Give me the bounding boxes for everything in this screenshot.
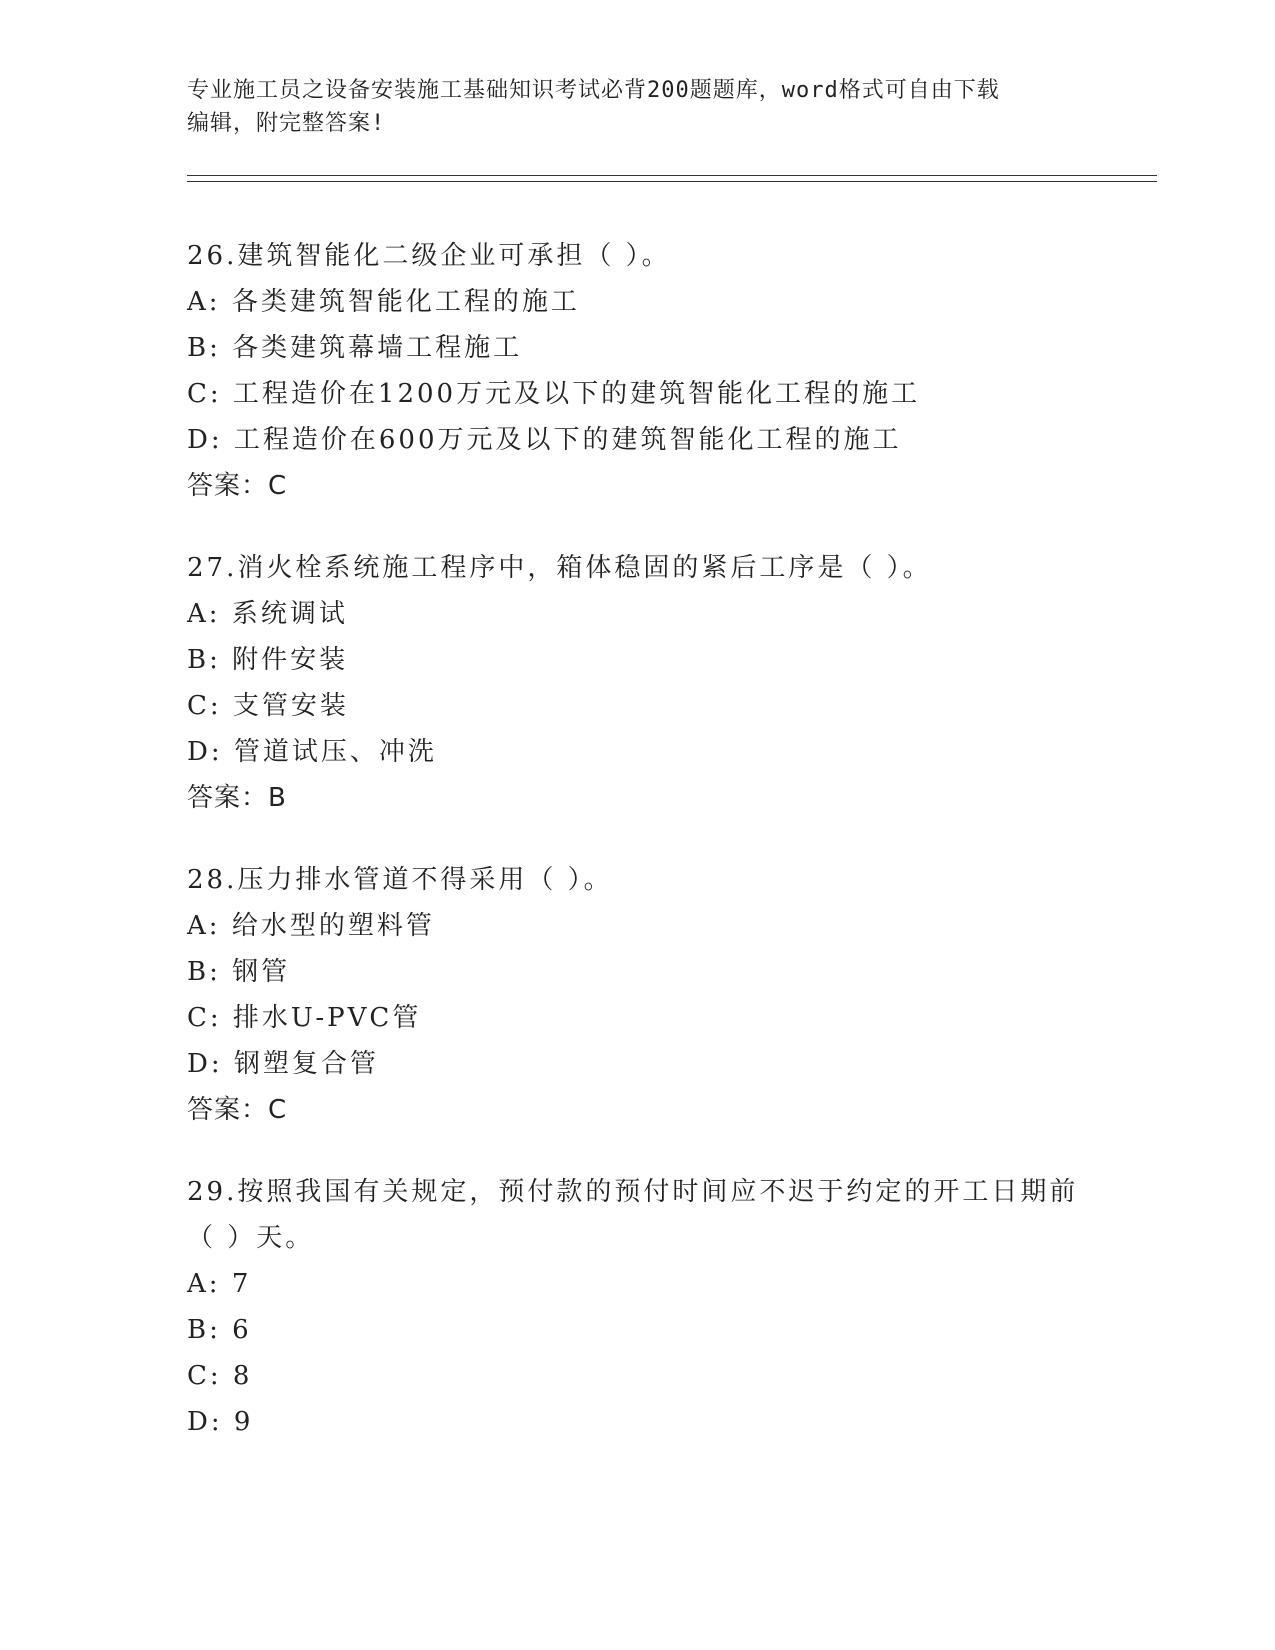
option-text: 各类建筑幕墙工程施工 (232, 333, 523, 363)
document-header (187, 74, 1087, 140)
answer: 答案：B (187, 783, 287, 813)
question-26 (187, 233, 1157, 509)
option-text: 7 (231, 1269, 252, 1299)
option-text: 附件安装 (232, 645, 349, 675)
header-divider-top (187, 175, 1157, 176)
option-key: B: (187, 957, 221, 987)
option-text: 系统调试 (231, 599, 348, 629)
option-key: C: (187, 1003, 222, 1033)
option-b (187, 949, 1157, 995)
option-d (187, 729, 1157, 775)
option-b (187, 325, 1157, 371)
option-c (187, 1353, 1157, 1399)
header-line-1: 专业施工员之设备安装施工基础知识考试必背200题题库，word格式可自由下载 (187, 78, 1000, 103)
option-key: C: (187, 691, 222, 721)
option-key: D: (187, 425, 223, 455)
option-a (187, 1261, 1157, 1307)
option-text: 9 (233, 1407, 254, 1437)
header-line-2: 编辑，附完整答案! (187, 111, 386, 136)
question-stem: 27.消火栓系统施工程序中，箱体稳固的紧后工序是（ ）。 (187, 553, 932, 583)
option-key: B: (187, 333, 221, 363)
option-text: 各类建筑智能化工程的施工 (231, 287, 580, 317)
question-27 (187, 545, 1157, 821)
question-stem: 28.压力排水管道不得采用（ ）。 (187, 865, 613, 895)
option-c (187, 371, 1157, 417)
option-key: A: (187, 287, 221, 317)
option-text: 工程造价在1200万元及以下的建筑智能化工程的施工 (232, 379, 921, 409)
header-divider-bottom (187, 181, 1157, 182)
option-key: A: (187, 1269, 221, 1299)
option-text: 钢塑复合管 (233, 1049, 379, 1079)
option-text: 6 (232, 1315, 252, 1345)
option-key: D: (187, 1407, 223, 1437)
option-d (187, 1399, 1157, 1445)
answer: 答案：C (187, 471, 288, 501)
option-c (187, 683, 1157, 729)
option-b (187, 637, 1157, 683)
option-key: A: (187, 599, 221, 629)
question-29 (187, 1169, 1157, 1445)
option-key: C: (187, 1361, 222, 1391)
answer: 答案：C (187, 1095, 288, 1125)
option-a (187, 591, 1157, 637)
option-key: B: (187, 1315, 221, 1345)
option-c (187, 995, 1157, 1041)
option-text: 工程造价在600万元及以下的建筑智能化工程的施工 (233, 425, 902, 455)
option-a (187, 279, 1157, 325)
option-a (187, 903, 1157, 949)
option-d (187, 417, 1157, 463)
option-key: A: (187, 911, 221, 941)
question-stem-line-2: （ ）天。 (187, 1223, 315, 1253)
option-text: 给水型的塑料管 (231, 911, 435, 941)
question-28 (187, 857, 1157, 1133)
question-list (187, 233, 1157, 1481)
option-text: 支管安装 (232, 691, 349, 721)
option-key: B: (187, 645, 221, 675)
option-text: 8 (232, 1361, 253, 1391)
option-text: 排水U-PVC管 (232, 1003, 422, 1033)
option-key: D: (187, 1049, 223, 1079)
question-stem-line-1: 29.按照我国有关规定，预付款的预付时间应不迟于约定的开工日期前 (187, 1177, 1079, 1207)
option-text: 钢管 (232, 957, 291, 987)
option-d (187, 1041, 1157, 1087)
option-key: D: (187, 737, 223, 767)
option-key: C: (187, 379, 222, 409)
option-b (187, 1307, 1157, 1353)
question-stem: 26.建筑智能化二级企业可承担（ ）。 (187, 241, 671, 271)
option-text: 管道试压、冲洗 (233, 737, 437, 767)
